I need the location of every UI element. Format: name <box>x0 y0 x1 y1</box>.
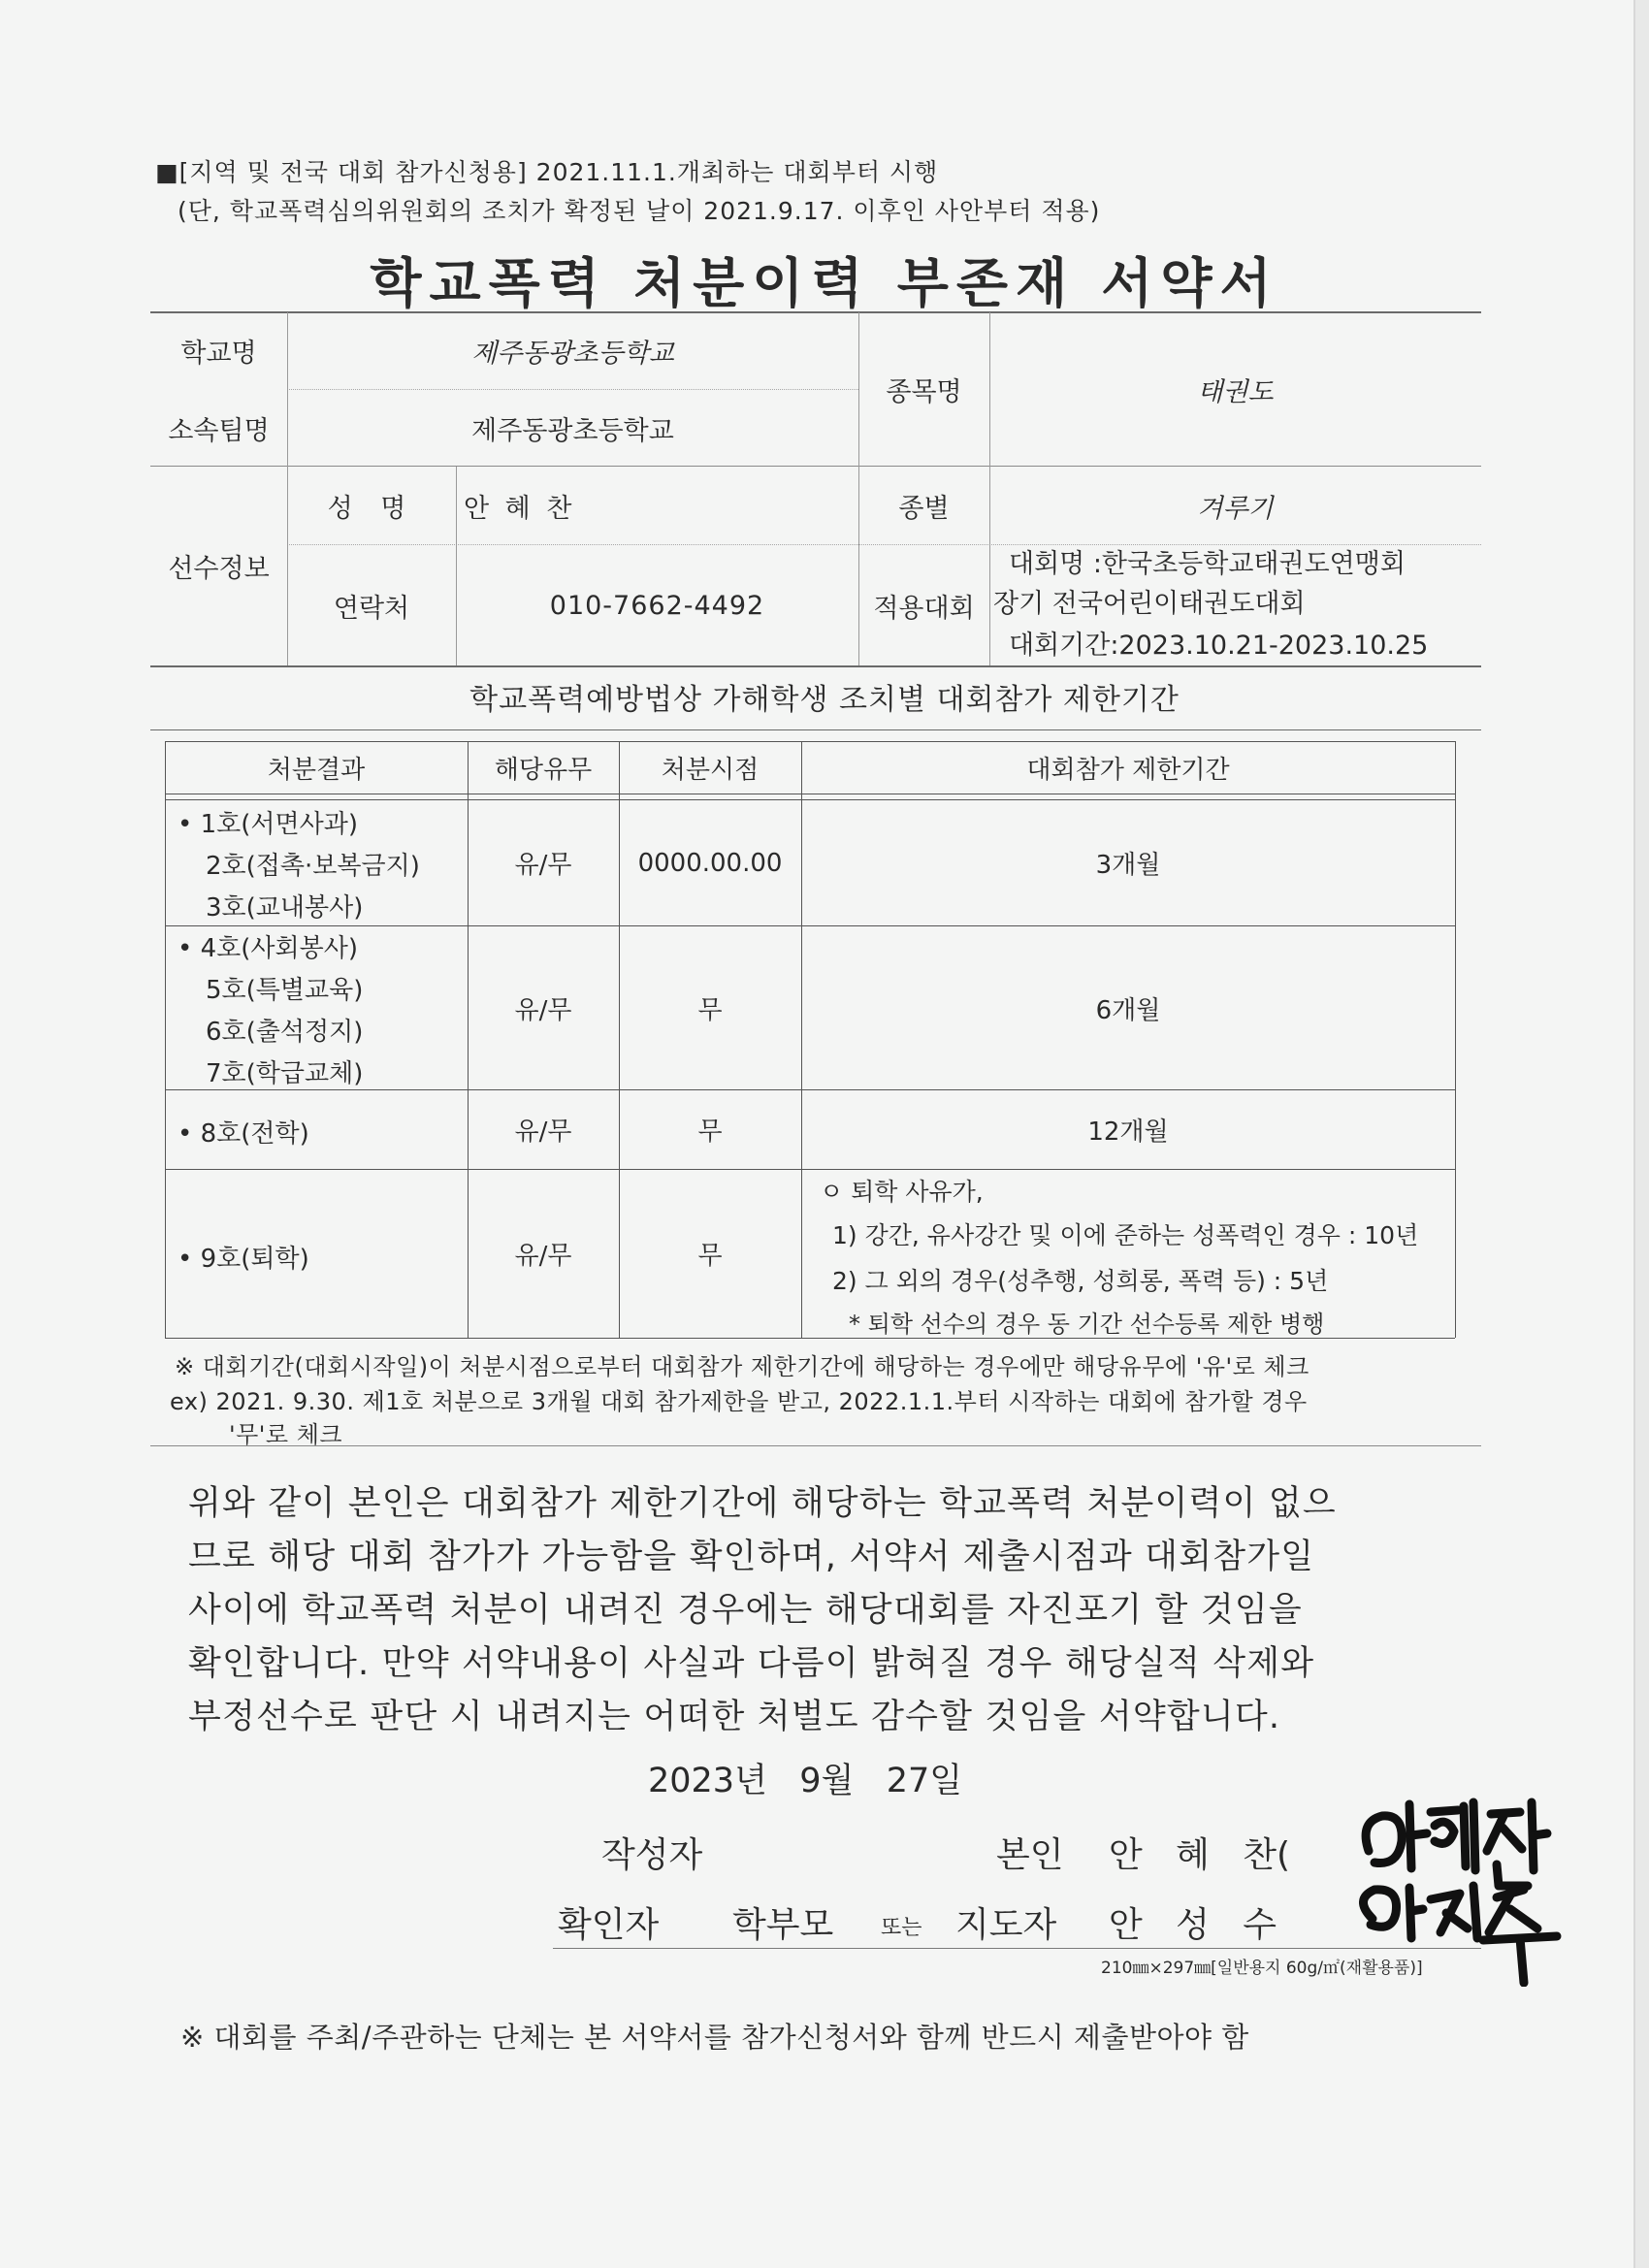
measure-item: • 9호(퇴학) <box>178 1245 309 1274</box>
measure-item: • 1호(서면사과) <box>178 810 359 839</box>
restriction-subtitle: 학교폭력예방법상 가해학생 조치별 대회참가 제한기간 <box>469 683 1180 717</box>
col-header-period: 대회참가 제한기간 <box>1026 755 1230 785</box>
pledge-line: 부정선수로 판단 시 내려지는 어떠한 처벌도 감수할 것임을 서약합니다. <box>188 1698 1281 1736</box>
writer-role: 본인 <box>996 1835 1064 1875</box>
disposition-date: 무 <box>697 1242 723 1271</box>
pledge-line: 위와 같이 본인은 대회참가 제한기간에 해당하는 학교폭력 처분이력이 없으 <box>188 1484 1337 1523</box>
confirmer-label: 확인자 <box>558 1905 660 1945</box>
confirmer-name: 안 성 수 <box>1109 1905 1277 1945</box>
footer-note: ※ 대회를 주최/주관하는 단체는 본 서약서를 참가신청서와 함께 반드시 제출받아야 함 <box>180 2021 1249 2054</box>
measure-item: • 8호(전학) <box>178 1119 309 1149</box>
event-label: 종목명 <box>886 376 962 407</box>
applicable-value: 유/무 <box>514 851 572 880</box>
restriction-period: 3개월 <box>1095 851 1161 880</box>
col-header-result: 처분결과 <box>267 755 366 785</box>
applicable-value: 유/무 <box>514 1242 572 1271</box>
confirmer-role-parent: 학부모 <box>732 1905 834 1945</box>
school-name-label: 학교명 <box>180 339 257 369</box>
document-title: 학교폭력 처분이력 부존재 서약서 <box>370 252 1279 314</box>
table-note-1: ※ 대회기간(대회시작일)이 처분시점으로부터 대회참가 제한기간에 해당하는 경우에만 해당유무에 '유'로 체크 <box>175 1353 1310 1380</box>
restriction-period-line: * 퇴학 선수의 경우 동 기간 선수등록 제한 병행 <box>849 1311 1325 1338</box>
category-value: 겨루기 <box>1197 493 1274 524</box>
measure-item: • 4호(사회봉사) <box>178 934 359 963</box>
player-name-value: 안 혜 찬 <box>464 493 576 524</box>
table-note-2: ex) 2021. 9.30. 제1호 처분으로 3개월 대회 참가제한을 받고, 2022.1.1.부터 시작하는 대회에 참가할 경우 <box>170 1388 1308 1415</box>
school-name-value: 제주동광초등학교 <box>471 339 674 369</box>
header-notice-line2: (단, 학교폭력심의위원회의 조치가 확정된 날이 2021.9.17. 이후인 사안부터 적용) <box>178 197 1101 225</box>
measure-item: 2호(접촉·보복금지) <box>206 852 420 881</box>
measure-item: 5호(특별교육) <box>206 976 364 1005</box>
team-name-label: 소속팀명 <box>168 415 270 446</box>
confirmer-role-coach: 지도자 <box>955 1905 1057 1945</box>
contact-value: 010-7662-4492 <box>549 590 765 621</box>
restriction-period-line: ㅇ 퇴학 사유가, <box>820 1178 984 1206</box>
team-name-value: 제주동광초등학교 <box>471 415 674 446</box>
writer-name: 안 혜 찬( <box>1109 1835 1291 1875</box>
pledge-line: 므로 해당 대회 참가가 가능함을 확인하며, 서약서 제출시점과 대회참가일 <box>188 1538 1315 1576</box>
measure-item: 7호(학급교체) <box>206 1059 364 1088</box>
measure-item: 6호(출석정지) <box>206 1018 364 1047</box>
col-header-date: 처분시점 <box>661 755 760 785</box>
restriction-period: 12개월 <box>1087 1118 1169 1147</box>
restriction-period-line: 1) 강간, 유사강간 및 이에 준하는 성폭력인 경우 : 10년 <box>832 1221 1419 1249</box>
restriction-period: 6개월 <box>1095 995 1161 1025</box>
applicable-value: 유/무 <box>514 995 572 1025</box>
pledge-date: 2023년 9월 27일 <box>648 1762 963 1800</box>
applied-competition-line3: 대회기간:2023.10.21-2023.10.25 <box>1009 631 1429 661</box>
paper-spec: 210㎜×297㎜[일반용지 60g/㎡(재활용품)] <box>1101 1959 1423 1978</box>
writer-label: 작성자 <box>601 1835 703 1875</box>
confirmer-or: 또는 <box>881 1916 922 1940</box>
event-value: 태권도 <box>1197 376 1274 407</box>
pledge-line: 확인합니다. 만약 서약내용이 사실과 다름이 밝혀질 경우 해당실적 삭제와 <box>188 1644 1315 1683</box>
contact-label: 연락처 <box>333 593 410 624</box>
col-header-applicable: 해당유무 <box>494 755 593 785</box>
applied-competition-label: 적용대회 <box>873 593 975 624</box>
player-name-label: 성 명 <box>327 493 416 524</box>
disposition-date: 무 <box>697 995 723 1025</box>
table-note-3: '무'로 체크 <box>229 1421 343 1448</box>
pledge-line: 사이에 학교폭력 처분이 내려진 경우에는 해당대회를 자진포기 할 것임을 <box>188 1591 1303 1630</box>
category-label: 종별 <box>898 493 950 524</box>
applied-competition-line2: 장기 전국어린이태권도대회 <box>993 589 1306 619</box>
disposition-date: 0000.00.00 <box>637 848 783 878</box>
applied-competition-line1: 대회명 :한국초등학교태권도연맹회 <box>1009 549 1406 579</box>
measure-item: 3호(교내봉사) <box>206 893 364 923</box>
restriction-period-line: 2) 그 외의 경우(성추행, 성희롱, 폭력 등) : 5년 <box>832 1267 1329 1295</box>
player-info-label: 선수정보 <box>168 554 270 584</box>
applicable-value: 유/무 <box>514 1118 572 1147</box>
disposition-date: 무 <box>697 1118 723 1147</box>
header-notice-line1: ■[지역 및 전국 대회 참가신청용] 2021.11.1.개최하는 대회부터 시행 <box>155 158 939 186</box>
